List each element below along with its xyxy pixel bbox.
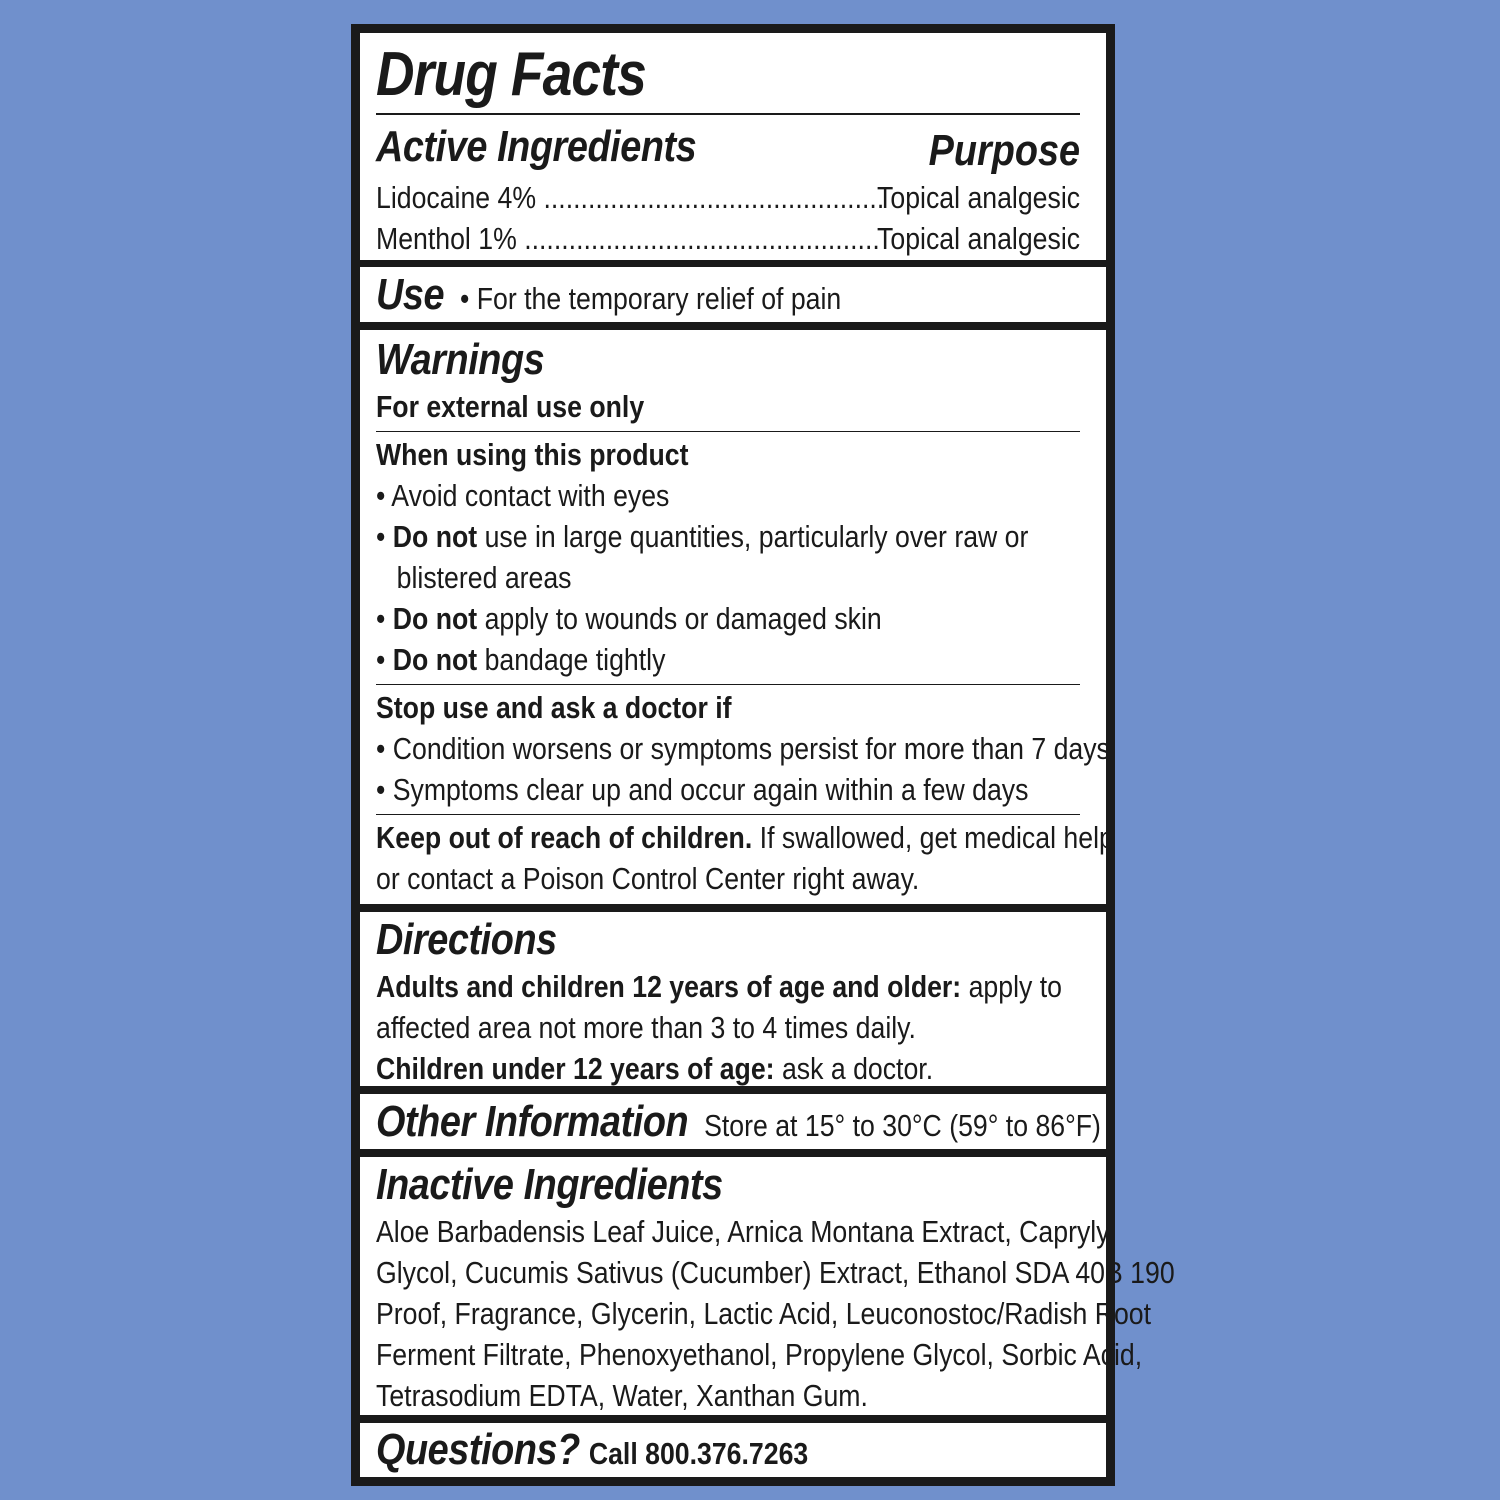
warning-emphasis: Do not (392, 519, 478, 554)
bullet: • (376, 642, 386, 677)
use-text: • For the temporary relief of pain (459, 281, 842, 316)
drug-facts-title: Drug Facts (376, 40, 646, 109)
questions-line (376, 1423, 981, 1487)
inactive-line: Aloe Barbadensis Leaf Juice, Arnica Montana Extract, Caprylyl (376, 1214, 1116, 1249)
bullet: • (376, 478, 386, 513)
use-section (360, 267, 1106, 322)
external-use-note: For external use only (376, 389, 645, 424)
warning-emphasis: Do not (392, 642, 478, 677)
stop-use-item: • Symptoms clear up and occur again within a few days (376, 772, 1029, 807)
stop-use-heading: Stop use and ask a doctor if (376, 690, 732, 725)
warning-item (376, 516, 1029, 557)
warning-item-continued: blistered areas (396, 560, 572, 595)
questions-heading: Questions? (376, 1425, 580, 1474)
directions-children-text: ask a doctor. (774, 1051, 934, 1086)
directions-adults-text: apply to (961, 969, 1062, 1004)
ingredient-purpose: Topical analgesic (876, 221, 1080, 256)
ingredient-purpose: Topical analgesic (876, 180, 1080, 215)
dot-leader: ................................................ (524, 221, 880, 256)
ingredient-name: Lidocaine 4% (376, 180, 537, 215)
use-line (376, 267, 981, 332)
directions-adults-emphasis: Adults and children 12 years of age and older: (376, 969, 962, 1004)
questions-phone: Call 800.376.7263 (588, 1436, 809, 1471)
dot-leader: .............................................. (543, 180, 885, 215)
keep-out-emphasis: Keep out of reach of children. (376, 820, 753, 855)
active-ingredients-heading: Active Ingredients (376, 122, 697, 171)
warning-text: Avoid contact with eyes (391, 478, 670, 513)
ingredient-row (376, 218, 880, 259)
stop-use-item: • Condition worsens or symptoms persist for more than 7 days (376, 731, 1110, 766)
inactive-line: Glycol, Cucumis Sativus (Cucumber) Extract, Ethanol SDA 40B 190 (376, 1255, 1175, 1290)
divider (376, 431, 1080, 432)
questions-section (360, 1423, 1106, 1477)
other-information-line (376, 1094, 1101, 1159)
inactive-line: Ferment Filtrate, Phenoxyethanol, Propylene Glycol, Sorbic Acid, (376, 1337, 1143, 1372)
ingredient-name: Menthol 1% (376, 221, 517, 256)
bullet: • (376, 519, 386, 554)
warnings-section (360, 330, 1114, 904)
inactive-line: Proof, Fragrance, Glycerin, Lactic Acid, Leuconostoc/Radish Root (376, 1296, 1152, 1331)
other-information-heading: Other Information (376, 1097, 689, 1146)
warning-item (376, 475, 981, 516)
use-heading: Use (376, 270, 445, 319)
divider (376, 684, 1080, 685)
warning-emphasis: Do not (392, 601, 478, 636)
divider (376, 814, 1080, 815)
keep-out-note (376, 817, 1114, 858)
ingredient-row (376, 177, 884, 218)
title-divider (376, 113, 1080, 115)
directions-children (376, 1048, 981, 1089)
warning-text: use in large quantities, particularly over raw or (477, 519, 1029, 554)
keep-out-note-line2: or contact a Poison Control Center right away. (376, 861, 920, 896)
bullet: • (376, 601, 386, 636)
drug-facts-label (351, 24, 1175, 1486)
warning-item (376, 639, 981, 680)
active-ingredients-section (360, 33, 1106, 260)
warning-item (376, 598, 981, 639)
purpose-heading: Purpose (928, 126, 1080, 175)
warning-text: bandage tightly (477, 642, 666, 677)
directions-heading: Directions (376, 915, 557, 964)
directions-adults (376, 966, 1062, 1007)
inactive-line: Tetrasodium EDTA, Water, Xanthan Gum. (376, 1378, 868, 1413)
inactive-ingredients-section (360, 1157, 1175, 1415)
directions-adults-line2: affected area not more than 3 to 4 times daily. (376, 1010, 916, 1045)
other-information-section (360, 1094, 1106, 1149)
warnings-heading: Warnings (376, 335, 545, 384)
storage-text: Store at 15° to 30°C (59° to 86°F) (704, 1108, 1101, 1143)
keep-out-text: If swallowed, get medical help (752, 820, 1114, 855)
directions-children-emphasis: Children under 12 years of age: (376, 1051, 775, 1086)
warning-text: apply to wounds or damaged skin (477, 601, 882, 636)
directions-section (360, 912, 1106, 1086)
inactive-ingredients-heading: Inactive Ingredients (376, 1160, 723, 1209)
when-using-heading: When using this product (376, 437, 689, 472)
